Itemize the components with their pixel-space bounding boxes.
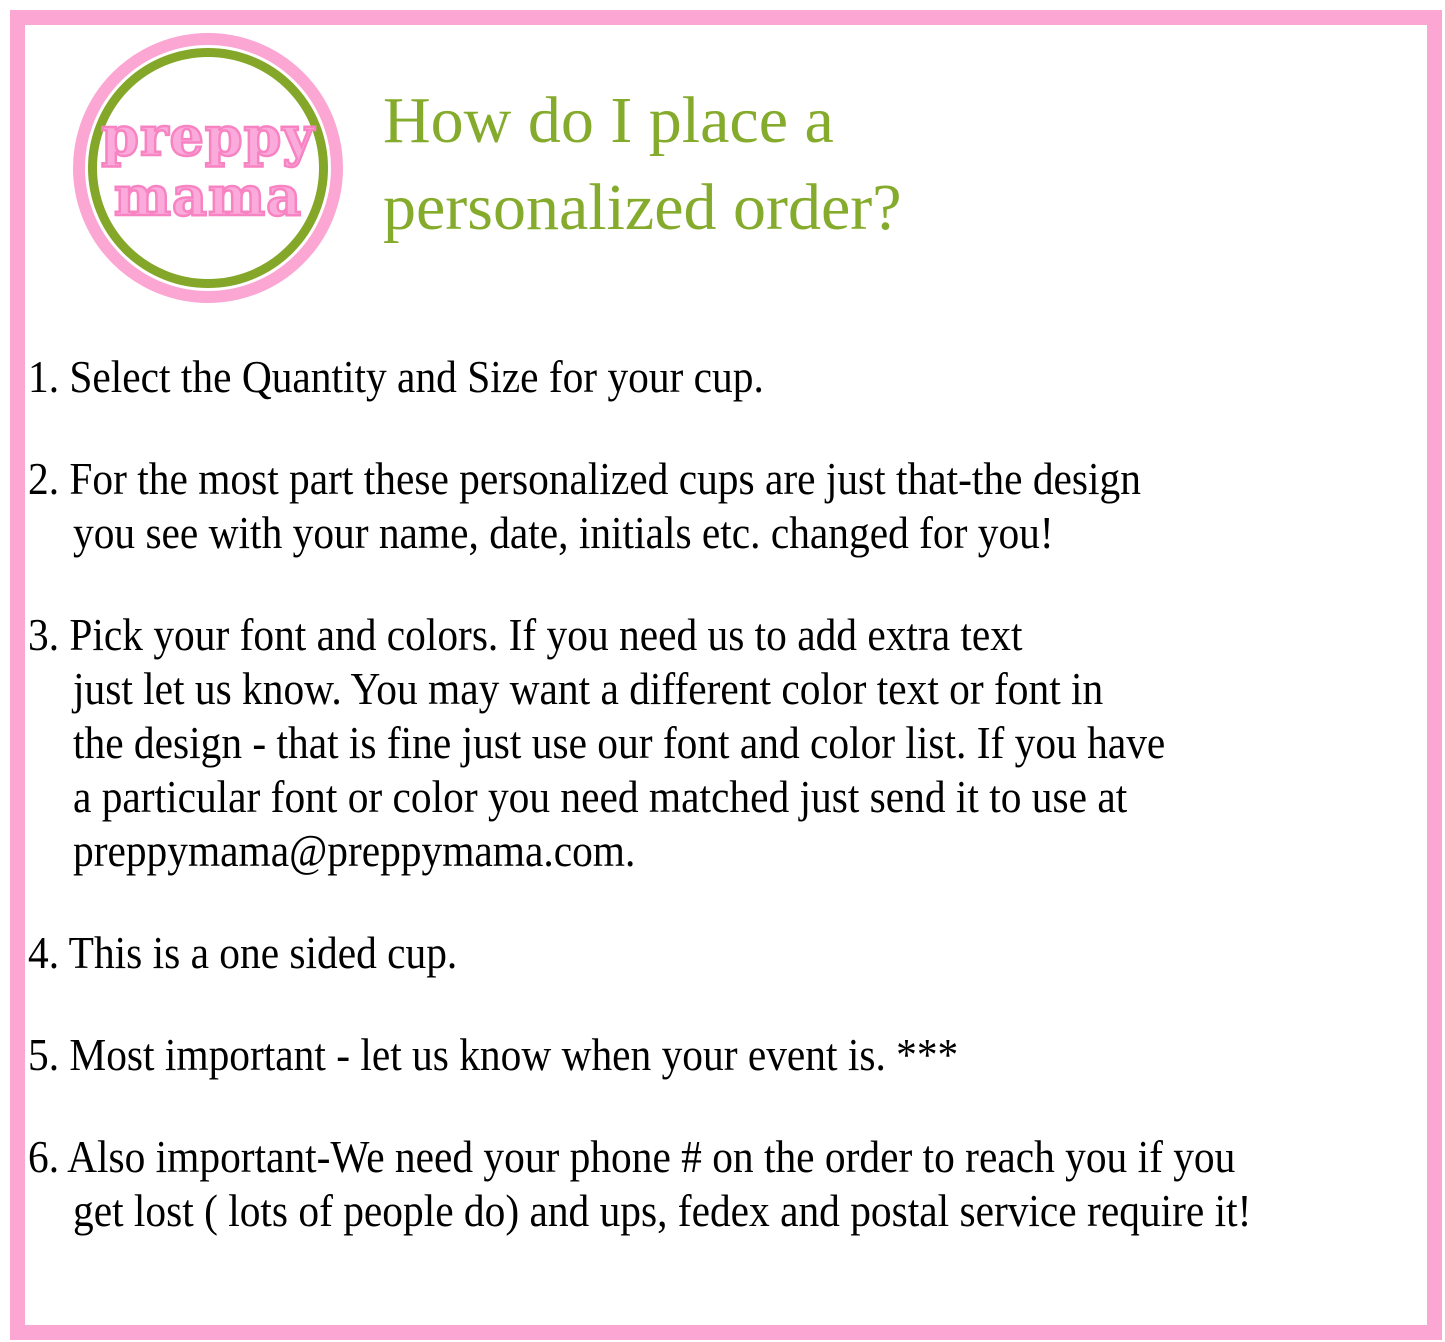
page-title-line1: How do I place a (383, 84, 834, 157)
instruction-line: preppymama@preppymama.com. (73, 825, 636, 876)
instruction-line: get lost ( lots of people do) and ups, fedex and postal service require it! (73, 1185, 1252, 1236)
instruction-line: 4. This is a one sided cup. (28, 927, 458, 978)
pink-border-frame (10, 10, 1442, 1340)
preppy-mama-logo (73, 33, 343, 303)
instruction-line: you see with your name, date, initials etc. changed for you! (73, 507, 1054, 558)
instruction-list (28, 350, 1251, 1238)
logo-wordmark (101, 106, 314, 226)
logo-word-mama: mama (113, 164, 303, 228)
logo-word-preppy: preppy (101, 104, 315, 168)
page-title-line2: personalized order? (383, 171, 902, 244)
instruction-item-6 (28, 1130, 1251, 1238)
instruction-line: the design - that is fine just use our font and color list. If you have (73, 717, 1166, 768)
instruction-line: 1. Select the Quantity and Size for your cup. (28, 351, 764, 402)
instruction-item-3 (28, 608, 1251, 878)
instruction-line: a particular font or color you need matched just send it to use at (73, 771, 1128, 822)
instruction-line: 6. Also important-We need your phone # on the order to reach you if you (28, 1131, 1236, 1182)
instruction-item-5 (28, 1028, 1251, 1082)
instruction-item-1 (28, 350, 1251, 404)
logo-green-ring (88, 48, 328, 288)
instruction-line: 2. For the most part these personalized cups are just that-the design (28, 453, 1141, 504)
page-title (383, 77, 902, 251)
instruction-line: 3. Pick your font and colors. If you need us to add extra text (28, 609, 1023, 660)
instruction-line: 5. Most important - let us know when your event is. *** (28, 1029, 959, 1080)
instruction-item-4 (28, 926, 1251, 980)
instruction-item-2 (28, 452, 1251, 560)
instruction-line: just let us know. You may want a different color text or font in (73, 663, 1104, 714)
